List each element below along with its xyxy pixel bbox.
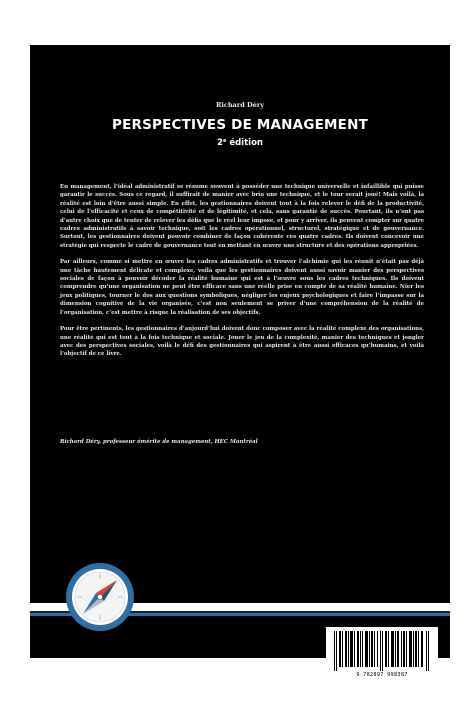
book-back-cover [30,45,450,678]
edition-word: édition [229,138,263,148]
paragraph-2: Par ailleurs, comme si mettre en œuvre les cadres administratifs et trouver l’alchimie qui les réunit n’était pas déjà une tâche hautement délicate et complexe, voilà que les gestionnaires doivent aussi savoir manier des perspectives sociales de façon à pouvoir décoder la réalité humaine qui est à l’œuvre sous les cadres techniques. Ils doivent comprendre qu’une organisation ne peut être efficace sans une réelle prise en compte de sa réalité humaine. Nier les jeux politiques, tourner le dos aux questions symboliques, négliger les enjeux psychologiques et faire l’impasse sur la dimension cognitive de la vie organisée, c’est non seulement se priver d’une compréhension de la réalité de l’organisation, c’est mettre à risque la réalisation de ses objectifs. [60,259,424,316]
edition-suffix: e [222,138,227,144]
paragraph-1: En management, l’idéal administratif se résume souvent à posséder une technique universelle et infaillible qui puisse garantir le succès. Sous ce regard, il suffirait de manier avec brio une technique, et le tour serait joué! Mais voilà, la réalité est loin d’être aussi simple. En effet, les gestionnaires doivent tout à la fois relever le défi de la productivité, celui de l’efficacité et ceux de compétitivité et de légitimité, et cela, sans garantie de succès. Pourtant, ils n’ont pas d’autre choix que de tenter de relever les défis que le réel leur impose, et pour y arriver, ils peuvent compter sur quatre cadres administratifs à savoir technique, soit les cadres opérationnel, structurel, stratégique et de gouvernance. Surtout, les gestionnaires doivent pouvoir combiner de façon cohérente ces quatre cadres. Ils doivent concevoir une stratégie qui respecte le cadre de gouvernance tout en mettant en œuvre une structure et des opérations appropriées. [60,184,424,249]
cover-title: PERSPECTIVES DE MANAGEMENT [111,117,368,133]
cover-author: Richard Déry [216,101,264,109]
barcode [326,627,438,681]
cover-edition [30,138,450,148]
back-cover-text [60,183,424,367]
paragraph-3: Pour être pertinents, les gestionnaires d’aujourd’hui doivent donc composer avec la réalité complexe des organisations, une réalité qui est tout à la fois technique et sociale. Jouer le jeu de la complexité, manier des techniques et jongler avec des perspectives sociales, voilà le défi des gestionnaires qui aspirent à être aussi efficaces qu’humains, et voilà l’objectif de ce livre. [60,326,424,358]
edition-number: 2 [217,138,223,148]
signature: Richard Déry, professeur émérite de management, HEC Montréal [60,439,258,445]
barcode-digits: 9 782897 998387 [356,672,408,678]
compass-icon [65,562,135,632]
